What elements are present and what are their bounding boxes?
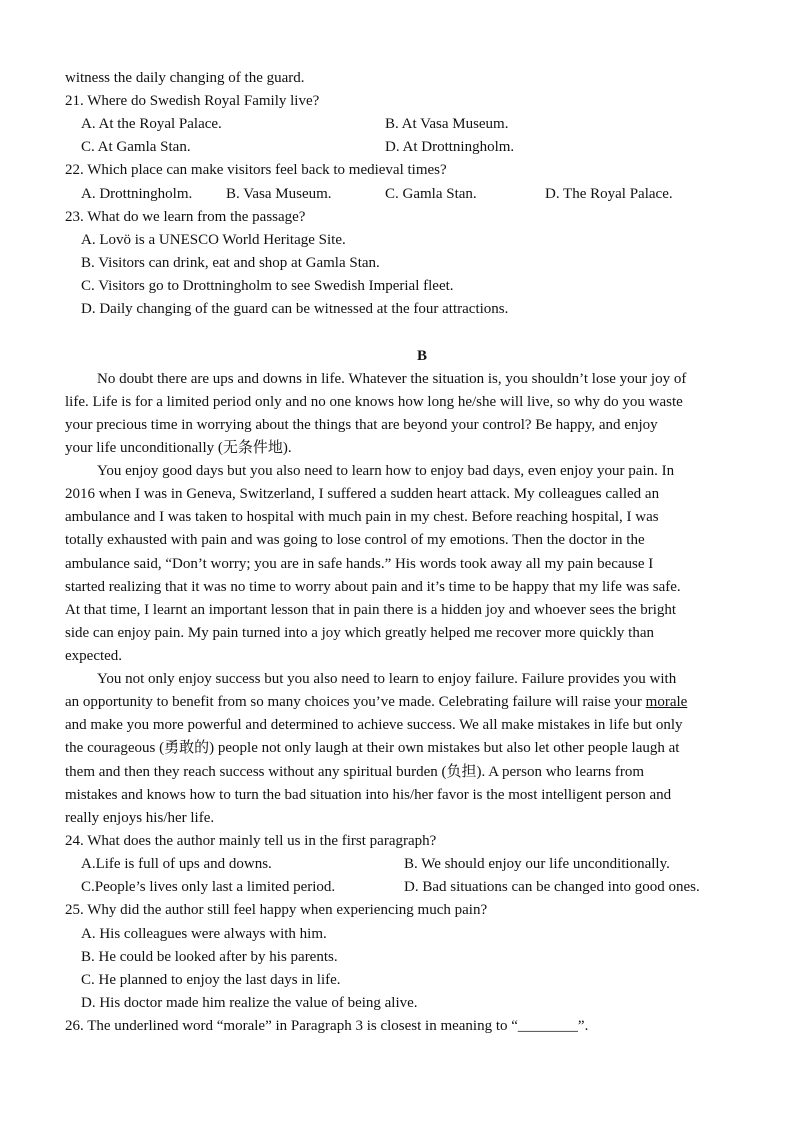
p3-line: mistakes and knows how to turn the bad situation into his/her favor is the most intelligent person and xyxy=(65,787,672,803)
q25-stem: 25. Why did the author still feel happy when experiencing much pain? xyxy=(65,902,488,918)
q24-stem: 24. What does the author mainly tell us in the first paragraph? xyxy=(65,833,437,849)
p1-line: life. Life is for a limited period only and no one knows how long he/she will live, so why do you waste xyxy=(65,394,683,410)
p2-line: started realizing that it was no time to worry about pain and it’s time to be happy that my life was safe. xyxy=(65,579,681,595)
p2-line: ambulance and I was taken to hospital with much pain in my chest. Before reaching hospital, I was xyxy=(65,509,659,525)
p3-line xyxy=(65,692,687,712)
q24-option-a: A.Life is full of ups and downs. xyxy=(81,856,272,872)
q22-option-b: B. Vasa Museum. xyxy=(226,186,332,202)
morale-underlined-word: morale xyxy=(645,694,688,710)
q21-option-c: C. At Gamla Stan. xyxy=(81,139,191,155)
q24-option-c: C.People’s lives only last a limited period. xyxy=(81,879,336,895)
q25-option-c: C. He planned to enjoy the last days in life. xyxy=(81,972,341,988)
p3-line: You not only enjoy success but you also need to learn to enjoy failure. Failure provides you with xyxy=(97,671,677,687)
p2-line: You enjoy good days but you also need to learn how to enjoy bad days, even enjoy your pain. In xyxy=(97,463,675,479)
p2-line: 2016 when I was in Geneva, Switzerland, I suffered a sudden heart attack. My colleagues called an xyxy=(65,486,660,502)
q25-option-d: D. His doctor made him realize the value of being alive. xyxy=(81,995,418,1011)
q22-option-c: C. Gamla Stan. xyxy=(385,186,477,202)
q23-option-b: B. Visitors can drink, eat and shop at Gamla Stan. xyxy=(81,255,380,271)
p3-line: the courageous (勇敢的) people not only laugh at their own mistakes but also let other people laugh at xyxy=(65,740,680,756)
q26-stem: 26. The underlined word “morale” in Paragraph 3 is closest in meaning to “________”. xyxy=(65,1018,589,1034)
q22-option-a: A. Drottningholm. xyxy=(81,186,193,202)
q22-stem: 22. Which place can make visitors feel back to medieval times? xyxy=(65,162,447,178)
p1-line: your precious time in worrying about the things that are beyond your control? Be happy, and enjoy xyxy=(65,417,658,433)
q23-stem: 23. What do we learn from the passage? xyxy=(65,209,306,225)
p1-line: No doubt there are ups and downs in life. Whatever the situation is, you shouldn’t lose your joy of xyxy=(97,371,687,387)
q24-option-b: B. We should enjoy our life unconditionally. xyxy=(404,856,670,872)
q21-stem: 21. Where do Swedish Royal Family live? xyxy=(65,93,320,109)
p2-line: ambulance said, “Don’t worry; you are in safe hands.” His words took away all my pain because I xyxy=(65,556,654,572)
q24-option-d: D. Bad situations can be changed into good ones. xyxy=(404,879,700,895)
p2-line: expected. xyxy=(65,648,123,664)
q25-option-a: A. His colleagues were always with him. xyxy=(81,926,327,942)
intro-line: witness the daily changing of the guard. xyxy=(65,70,305,86)
p2-line: totally exhausted with pain and was going to lose control of my emotions. Then the doctor in the xyxy=(65,532,645,548)
p2-line: At that time, I learnt an important lesson that in pain there is a hidden joy and whoever sees the bright xyxy=(65,602,677,618)
q23-option-c: C. Visitors go to Drottningholm to see Swedish Imperial fleet. xyxy=(81,278,454,294)
q25-option-b: B. He could be looked after by his parents. xyxy=(81,949,338,965)
q21-option-d: D. At Drottningholm. xyxy=(385,139,515,155)
q23-option-d: D. Daily changing of the guard can be witnessed at the four attractions. xyxy=(81,301,509,317)
q21-option-b: B. At Vasa Museum. xyxy=(385,116,509,132)
q23-option-a: A. Lovö is a UNESCO World Heritage Site. xyxy=(81,232,346,248)
section-label: B xyxy=(416,348,427,364)
p3-line: really enjoys his/her life. xyxy=(65,810,215,826)
q21-option-a: A. At the Royal Palace. xyxy=(81,116,222,132)
q22-option-d: D. The Royal Palace. xyxy=(545,186,673,202)
p1-line: your life unconditionally (无条件地). xyxy=(65,440,292,456)
p2-line: side can enjoy pain. My pain turned into a joy which greatly helped me recover more quickly than xyxy=(65,625,654,641)
p3-line2-text: an opportunity to benefit from so many choices you’ve made. Celebrating failure will raise your xyxy=(65,694,646,710)
p3-line: them and then they reach success without any spiritual burden (负担). A person who learns from xyxy=(65,764,645,780)
p3-line: and make you more powerful and determined to achieve success. We all make mistakes in life but only xyxy=(65,717,683,733)
